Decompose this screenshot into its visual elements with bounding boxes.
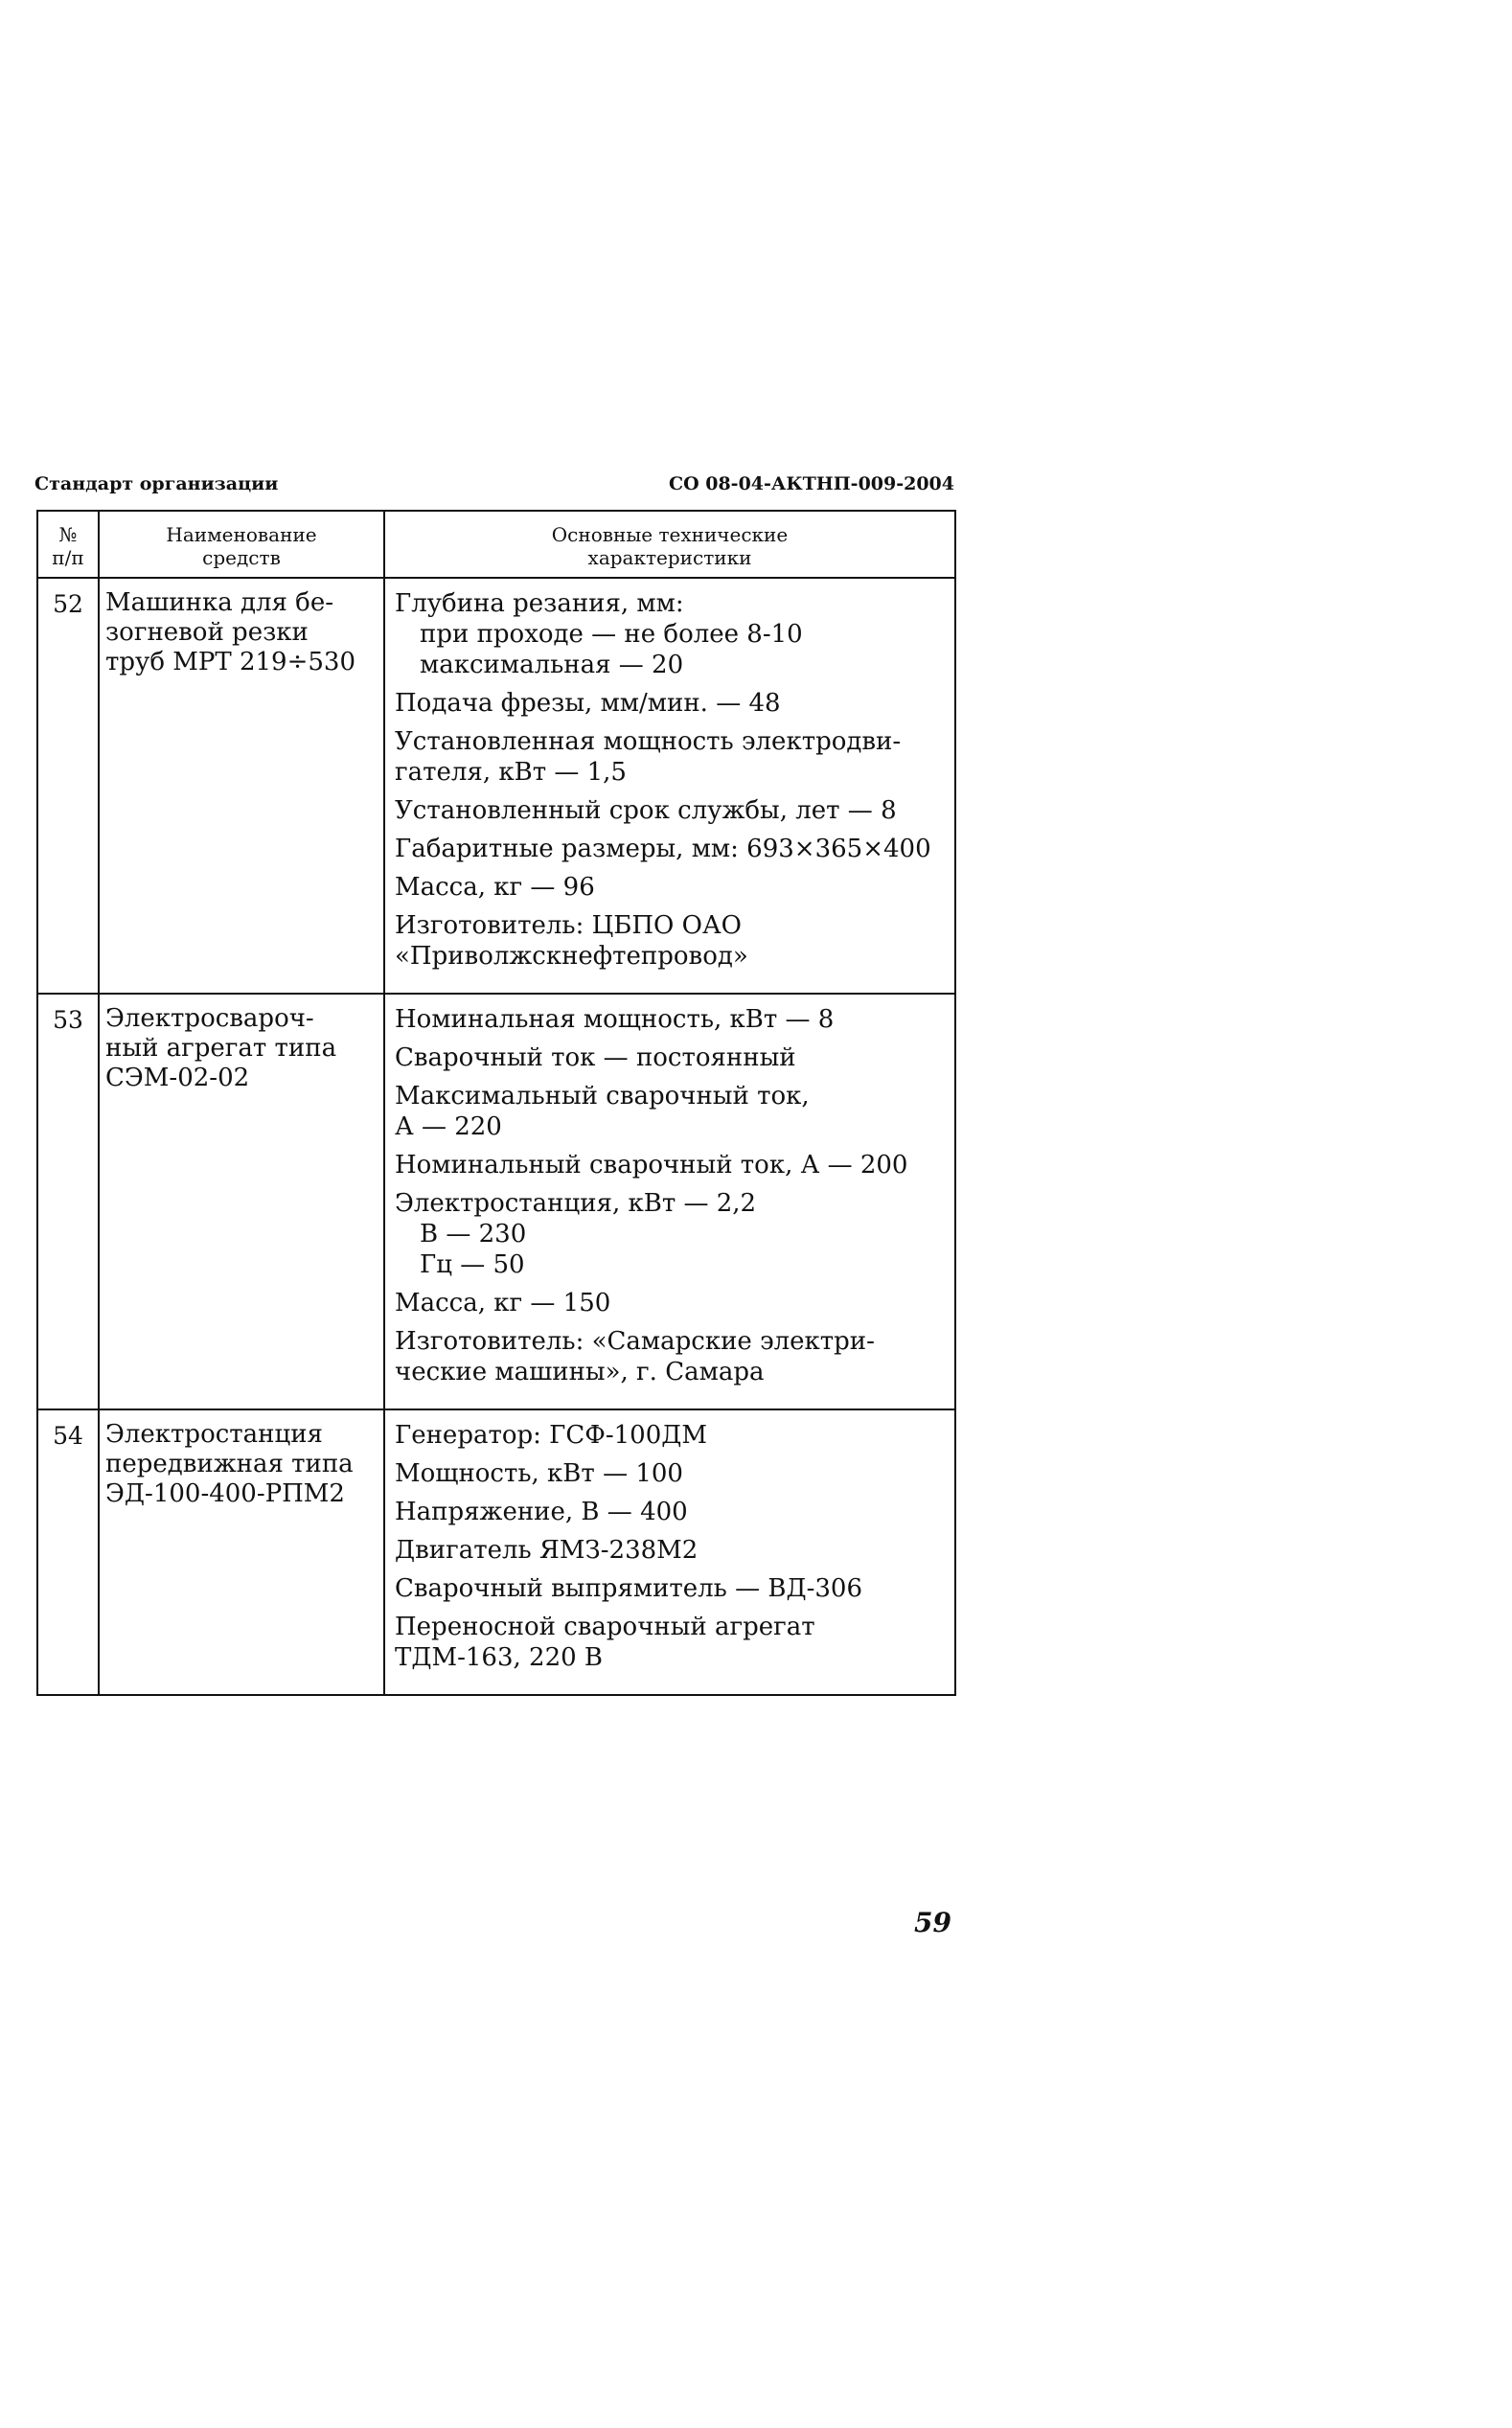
equipment-name-cell [99,578,384,994]
spec-item [395,726,951,788]
document-code: СО 08-04-АКТНП-009-2004 [668,473,954,494]
row-number: 54 [37,1409,99,1695]
spec-line: Электростанция, кВт — 2,2 [395,1189,757,1218]
spec-line: Гц — 50 [420,1250,525,1279]
spec-item [395,1458,951,1489]
header-line: Основные технические [551,523,789,546]
spec-line: Номинальная мощность, кВт — 8 [395,1005,835,1034]
spec-line: Сварочный выпрямитель — ВД-306 [395,1574,863,1603]
table-body [37,578,955,1695]
equipment-name-line: Электросвароч- [105,1004,314,1033]
column-header-specs [384,511,955,578]
header-line: характеристики [587,546,752,569]
spec-item [395,1042,951,1073]
equipment-spec-table [36,510,956,1696]
spec-item [395,1612,951,1673]
spec-line: Генератор: ГСФ-100ДМ [395,1421,708,1450]
equipment-name-line: Электростанция [105,1420,323,1449]
table-row [37,1409,955,1695]
page-header [34,470,954,502]
header-line: средств [202,546,281,569]
spec-line: Номинальный сварочный ток, А — 200 [395,1151,908,1180]
spec-line: Мощность, кВт — 100 [395,1459,683,1488]
equipment-name-line: Машинка для бе- [105,588,333,617]
spec-line: ческие машины», г. Самара [395,1358,765,1386]
equipment-name-line: передвижная типа [105,1450,354,1478]
spec-item [395,588,951,680]
spec-line: Глубина резания, мм: [395,589,684,618]
technical-specs-cell [384,994,955,1409]
equipment-name-line: ный агрегат типа [105,1034,337,1063]
spec-item [395,1573,951,1604]
column-header-num [37,511,99,578]
organization-standard-label: Стандарт организации [34,473,279,494]
spec-line: Сварочный ток — постоянный [395,1043,796,1072]
equipment-name-line: зогневой резки [105,618,309,647]
equipment-name-line: труб МРТ 219÷530 [105,648,356,676]
spec-line: А — 220 [395,1112,502,1141]
spec-line: максимальная — 20 [420,651,684,679]
equipment-name-line: СЭМ-02-02 [105,1064,250,1092]
page-number: 59 [914,1907,951,1938]
table-row [37,578,955,994]
technical-specs-cell [384,578,955,994]
spec-line: Установленная мощность электродви- [395,727,902,756]
spec-item [395,1420,951,1451]
spec-line: гателя, кВт — 1,5 [395,758,627,787]
spec-item [395,1188,951,1280]
spec-line: ТДМ-163, 220 В [395,1643,604,1672]
spec-item [395,688,951,719]
spec-item [395,1081,951,1142]
spec-item [395,1288,951,1318]
spec-item [395,910,951,972]
spec-item [395,1535,951,1566]
spec-line: Максимальный сварочный ток, [395,1082,810,1111]
header-line: п/п [52,546,84,569]
table-row [37,994,955,1409]
spec-line: Изготовитель: «Самарские электри- [395,1327,875,1356]
spec-line: В — 230 [420,1220,527,1248]
technical-specs-cell [384,1409,955,1695]
header-line: № [58,523,78,546]
spec-item [395,872,951,903]
spec-line: Изготовитель: ЦБПО ОАО [395,911,742,940]
spec-item [395,1150,951,1180]
spec-item [395,795,951,826]
column-header-name [99,511,384,578]
spec-line: Переносной сварочный агрегат [395,1613,815,1641]
spec-item [395,1326,951,1387]
spec-line: Габаритные размеры, мм: 693×365×400 [395,835,931,863]
spec-line: Подача фрезы, мм/мин. — 48 [395,689,781,718]
spec-item [395,1004,951,1035]
table-header-row [37,511,955,578]
spec-line: Масса, кг — 96 [395,873,595,902]
spec-item [395,1497,951,1527]
equipment-name-line: ЭД-100-400-РПМ2 [105,1479,345,1508]
spec-item [395,834,951,864]
row-number: 53 [37,994,99,1409]
equipment-name-cell [99,1409,384,1695]
spec-line: Напряжение, В — 400 [395,1498,688,1526]
spec-line: Масса, кг — 150 [395,1289,611,1317]
spec-line: Двигатель ЯМЗ-238М2 [395,1536,699,1565]
header-line: Наименование [166,523,317,546]
spec-line: Установленный срок службы, лет — 8 [395,796,897,825]
spec-line: «Приволжскнефтепровод» [395,942,748,971]
row-number: 52 [37,578,99,994]
equipment-name-cell [99,994,384,1409]
spec-line: при проходе — не более 8-10 [420,620,803,649]
